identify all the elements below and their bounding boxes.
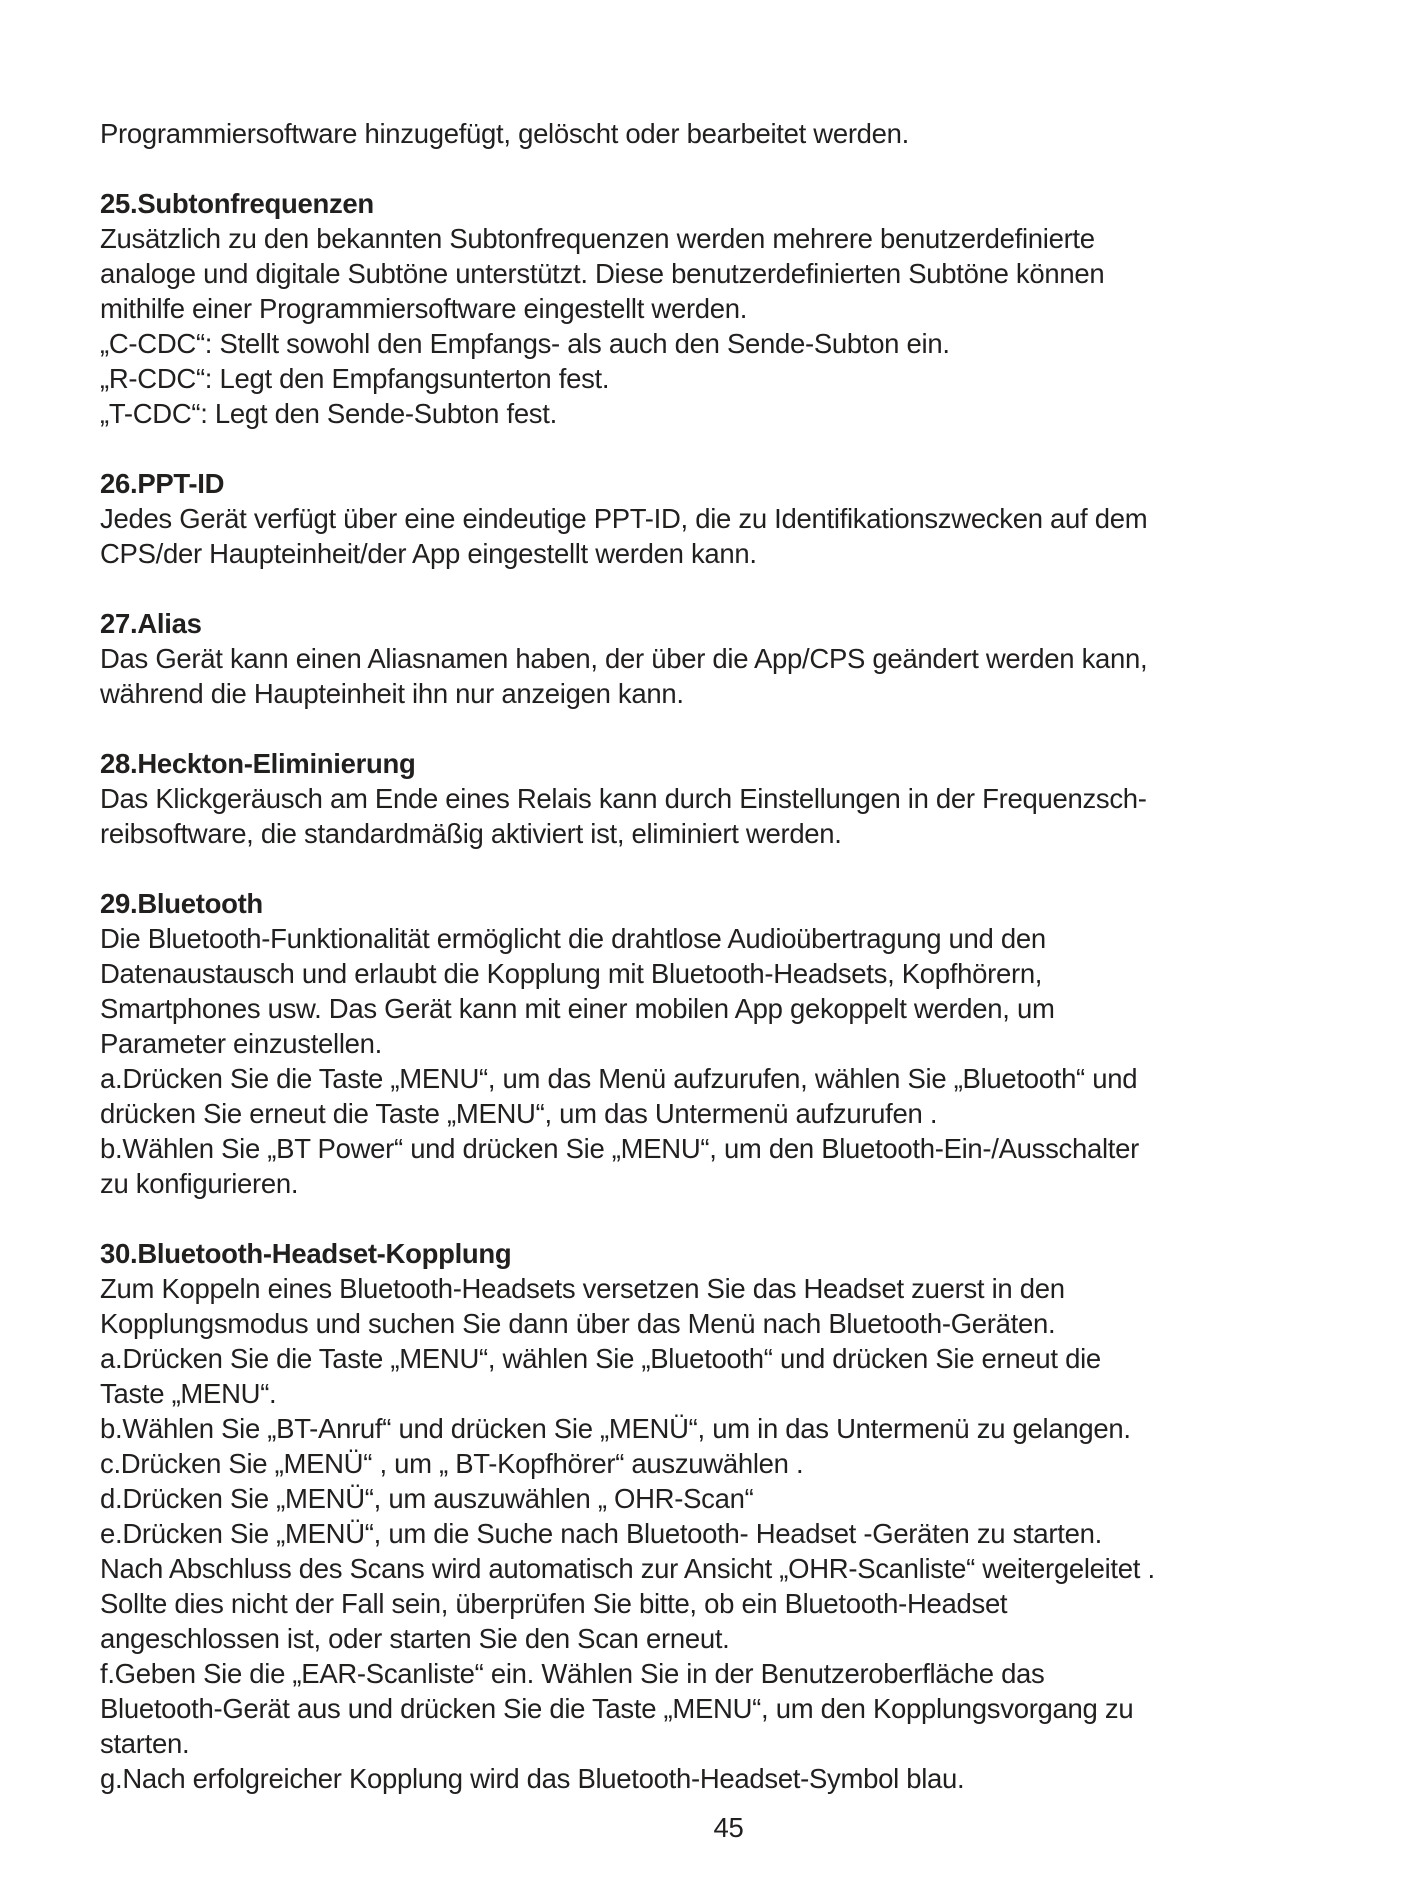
text-line: b.Wählen Sie „BT Power“ und drücken Sie „MENU“, um den Bluetooth-Ein-/Ausschalter xyxy=(100,1133,1139,1164)
text-line: Jedes Gerät verfügt über eine eindeutige PPT-ID, die zu Identifikationszwecken auf dem xyxy=(100,503,1148,534)
text-line: a.Drücken Sie die Taste „MENU“, wählen Sie „Bluetooth“ und drücken Sie erneut die xyxy=(100,1343,1101,1374)
text-line: g.Nach erfolgreicher Kopplung wird das Bluetooth-Headset-Symbol blau. xyxy=(100,1763,965,1794)
text-line: b.Wählen Sie „BT-Anruf“ und drücken Sie „MENÜ“, um in das Untermenü zu gelangen. xyxy=(100,1413,1131,1444)
text-line: Das Gerät kann einen Aliasnamen haben, der über die App/CPS geändert werden kann, xyxy=(100,643,1148,674)
text-line: Die Bluetooth-Funktionalität ermöglicht die drahtlose Audioübertragung und den xyxy=(100,923,1046,954)
text-line: Parameter einzustellen. xyxy=(100,1028,382,1059)
section-heading: 25.Subtonfrequenzen xyxy=(100,188,374,219)
text-line: Smartphones usw. Das Gerät kann mit einer mobilen App gekoppelt werden, um xyxy=(100,993,1055,1024)
sections-container xyxy=(100,186,1357,1796)
text-line: Bluetooth-Gerät aus und drücken Sie die Taste „MENU“, um den Kopplungsvorgang zu xyxy=(100,1693,1134,1724)
text-line: Das Klickgeräusch am Ende eines Relais kann durch Einstellungen in der Frequenzsch- xyxy=(100,783,1147,814)
section xyxy=(100,1236,1357,1796)
text-line: a.Drücken Sie die Taste „MENU“, um das Menü aufzurufen, wählen Sie „Bluetooth“ und xyxy=(100,1063,1138,1094)
text-line: Kopplungsmodus und suchen Sie dann über das Menü nach Bluetooth-Geräten. xyxy=(100,1308,1056,1339)
text-line: e.Drücken Sie „MENÜ“, um die Suche nach Bluetooth- Headset -Geräten zu starten. xyxy=(100,1518,1102,1549)
text-line: angeschlossen ist, oder starten Sie den Scan erneut. xyxy=(100,1623,730,1654)
section-heading: 30.Bluetooth-Headset-Kopplung xyxy=(100,1238,512,1269)
text-line: Datenaustausch und erlaubt die Kopplung mit Bluetooth-Headsets, Kopfhörern, xyxy=(100,958,1043,989)
section xyxy=(100,746,1357,851)
text-line: zu konfigurieren. xyxy=(100,1168,299,1199)
section xyxy=(100,466,1357,571)
text-line: starten. xyxy=(100,1728,190,1759)
text-line: „T-CDC“: Legt den Sende-Subton fest. xyxy=(100,398,557,429)
text-line: d.Drücken Sie „MENÜ“, um auszuwählen „ OHR-Scan“ xyxy=(100,1483,754,1514)
text-line: CPS/der Haupteinheit/der App eingestellt werden kann. xyxy=(100,538,757,569)
text-line: Sollte dies nicht der Fall sein, überprüfen Sie bitte, ob ein Bluetooth-Headset xyxy=(100,1588,1008,1619)
section-heading: 26.PPT-ID xyxy=(100,468,225,499)
text-line: drücken Sie erneut die Taste „MENU“, um das Untermenü aufzurufen . xyxy=(100,1098,938,1129)
text-line: Nach Abschluss des Scans wird automatisch zur Ansicht „OHR-Scanliste“ weitergeleitet . xyxy=(100,1553,1155,1584)
text-line: mithilfe einer Programmiersoftware eingestellt werden. xyxy=(100,293,748,324)
text-line: Taste „MENU“. xyxy=(100,1378,277,1409)
text-line: „R-CDC“: Legt den Empfangsunterton fest. xyxy=(100,363,610,394)
section xyxy=(100,886,1357,1201)
text-line: f.Geben Sie die „EAR-Scanliste“ ein. Wählen Sie in der Benutzeroberfläche das xyxy=(100,1658,1045,1689)
section-heading: 27.Alias xyxy=(100,608,202,639)
text-line: c.Drücken Sie „MENÜ“ , um „ BT-Kopfhörer“ auszuwählen . xyxy=(100,1448,804,1479)
section xyxy=(100,606,1357,711)
text-line: reibsoftware, die standardmäßig aktiviert ist, eliminiert werden. xyxy=(100,818,842,849)
text-line: „C-CDC“: Stellt sowohl den Empfangs- als auch den Sende-Subton ein. xyxy=(100,328,950,359)
section-heading: 28.Heckton-Eliminierung xyxy=(100,748,416,779)
text-line: Zusätzlich zu den bekannten Subtonfrequenzen werden mehrere benutzerdefinierte xyxy=(100,223,1095,254)
intro-paragraph: Programmiersoftware hinzugefügt, gelöscht oder bearbeitet werden. xyxy=(100,118,910,149)
text-line: während die Haupteinheit ihn nur anzeigen kann. xyxy=(100,678,684,709)
page-number: 45 xyxy=(713,1812,744,1843)
section xyxy=(100,186,1357,431)
section-heading: 29.Bluetooth xyxy=(100,888,263,919)
text-line: Zum Koppeln eines Bluetooth-Headsets versetzen Sie das Headset zuerst in den xyxy=(100,1273,1065,1304)
text-line: analoge und digitale Subtöne unterstützt. Diese benutzerdefinierten Subtöne können xyxy=(100,258,1105,289)
